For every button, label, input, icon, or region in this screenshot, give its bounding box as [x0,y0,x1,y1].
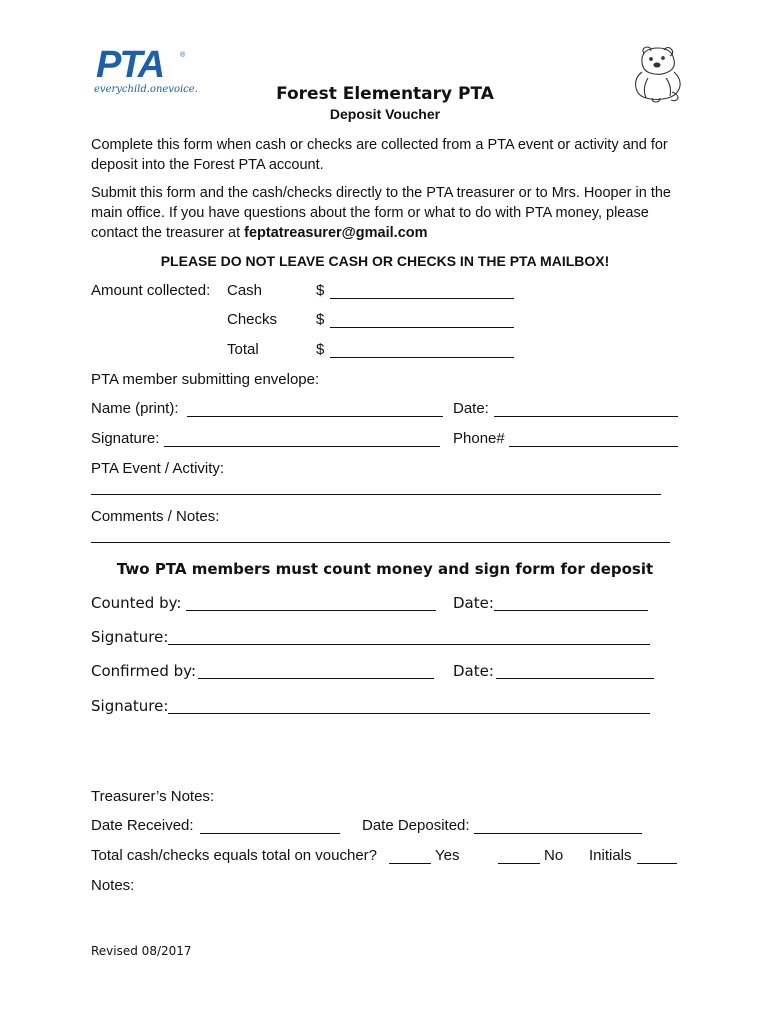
event-field[interactable] [91,494,661,495]
logo-tagline: everychild.onevoice. [94,84,198,95]
no-label: No [544,847,564,864]
name-label: Name (print): [91,400,179,417]
date-received-label: Date Received: [91,817,194,834]
count-date-field[interactable] [494,610,648,611]
counter-signature-label: Signature: [91,628,169,646]
submit-date-field[interactable] [494,416,678,417]
comments-label: Comments / Notes: [91,508,220,525]
intro-paragraph: Complete this form when cash or checks are collected from a PTA event or activity and for deposit into the Forest PTA account. [91,137,668,173]
amount-collected-label: Amount collected: [91,282,211,299]
yes-field[interactable] [389,863,431,864]
cash-currency: $ [316,282,325,299]
form-subtitle: Deposit Voucher [329,106,441,122]
total-match-question: Total cash/checks equals total on voucher? [91,847,378,864]
initials-field[interactable] [637,863,677,864]
count-date-label: Date: [453,594,494,612]
signature-field[interactable] [164,446,440,447]
mailbox-warning: PLEASE DO NOT LEAVE CASH OR CHECKS IN THE PTA MAILBOX! [160,253,610,269]
revision-date: Revised 08/2017 [91,944,192,958]
yes-label: Yes [435,847,460,864]
submitter-heading: PTA member submitting envelope: [91,371,320,388]
total-currency: $ [316,341,325,358]
date-deposited-field[interactable] [474,833,642,834]
checks-label: Checks [227,311,278,328]
cash-label: Cash [227,282,263,299]
counted-by-field[interactable] [186,610,436,611]
cash-amount-field[interactable] [330,298,514,299]
form-title: Forest Elementary PTA [276,84,494,104]
submit-date-label: Date: [453,400,489,417]
phone-label: Phone# [453,430,505,447]
checks-currency: $ [316,311,325,328]
comments-field[interactable] [91,542,670,543]
date-received-field[interactable] [200,833,340,834]
confirmer-signature-field[interactable] [168,713,650,714]
event-label: PTA Event / Activity: [91,460,225,477]
no-field[interactable] [498,863,540,864]
submit-instructions-text: Submit this form and the cash/checks directly to the PTA treasurer or to Mrs. Hooper in the main office. If you have questions about the form or what to do with PTA money, please contact the treasurer at [91,185,671,241]
submit-instructions [91,183,691,243]
signature-label: Signature: [91,430,160,447]
counter-signature-field[interactable] [168,644,650,645]
treasurer-notes-heading: Treasurer’s Notes: [91,788,215,805]
confirmed-by-field[interactable] [198,678,434,679]
phone-field[interactable] [509,446,678,447]
counted-by-label: Counted by: [91,594,182,612]
logo-registered-mark: ® [180,52,186,59]
date-deposited-label: Date Deposited: [362,817,470,834]
confirm-date-label: Date: [453,662,494,680]
confirmer-signature-label: Signature: [91,697,169,715]
confirmed-by-label: Confirmed by: [91,662,196,680]
confirm-date-field[interactable] [496,678,654,679]
total-label: Total [227,341,259,358]
checks-amount-field[interactable] [330,327,514,328]
initials-label: Initials [589,847,632,864]
logo-text: PTA [96,44,164,86]
treasurer-email: feptatreasurer@gmail.com [244,225,428,241]
count-section-heading: Two PTA members must count money and sign form for deposit [116,560,654,578]
total-amount-field[interactable] [330,357,514,358]
name-field[interactable] [187,416,443,417]
treasurer-notes-label: Notes: [91,877,135,894]
